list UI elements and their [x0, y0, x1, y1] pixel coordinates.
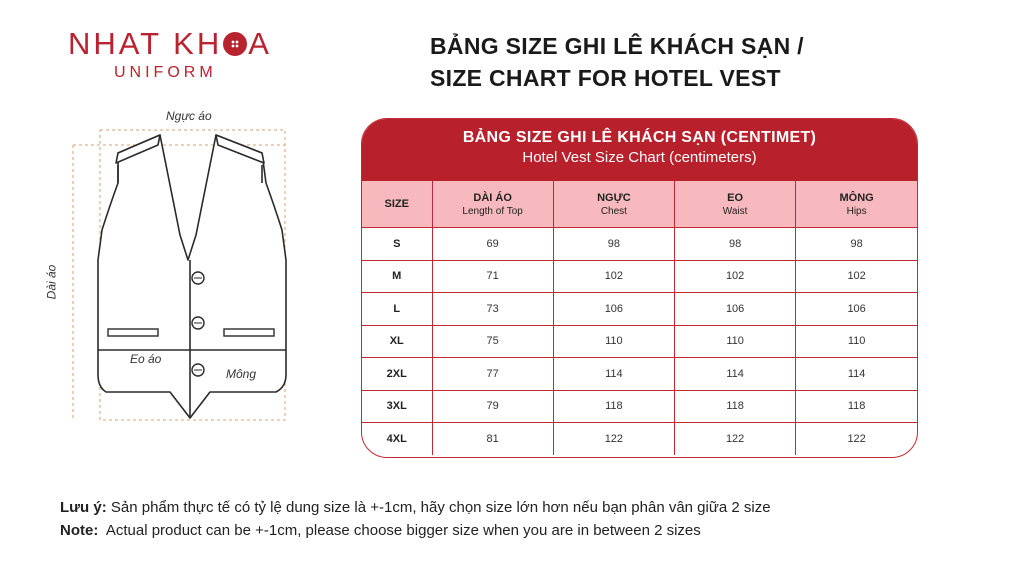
- chest-cell: 122: [553, 423, 674, 455]
- brand-name-right: A: [248, 26, 272, 61]
- chest-cell: 98: [553, 228, 674, 261]
- waist-cell: 114: [675, 358, 796, 391]
- waist-cell: 118: [675, 390, 796, 423]
- table-title: BẢNG SIZE GHI LÊ KHÁCH SẠN (CENTIMET): [462, 129, 817, 146]
- header-row: [362, 181, 917, 228]
- button-logo-icon: [223, 32, 247, 56]
- label-chest: Ngực áo: [166, 109, 212, 123]
- hips-cell: 106: [796, 293, 917, 326]
- length-cell: 71: [432, 260, 553, 293]
- col-hips: MÔNG Hips: [796, 181, 917, 228]
- size-cell: L: [362, 293, 432, 326]
- page-title-line1: BẢNG SIZE GHI LÊ KHÁCH SẠN /: [430, 33, 804, 59]
- length-cell: 77: [432, 358, 553, 391]
- length-cell: 73: [432, 293, 553, 326]
- length-cell: 79: [432, 390, 553, 423]
- page-title: [430, 30, 804, 94]
- hips-cell: 114: [796, 358, 917, 391]
- chest-cell: 114: [553, 358, 674, 391]
- table-row: [362, 260, 917, 293]
- hips-cell: 98: [796, 228, 917, 261]
- table-header: [362, 119, 917, 181]
- vest-diagram: [44, 105, 348, 435]
- hips-cell: 118: [796, 390, 917, 423]
- length-cell: 75: [432, 325, 553, 358]
- table-row: [362, 325, 917, 358]
- chest-cell: 106: [553, 293, 674, 326]
- label-hips: Mông: [226, 367, 257, 381]
- size-chart-table: [361, 118, 918, 458]
- brand-name: [68, 26, 308, 62]
- table-subtitle: Hotel Vest Size Chart (centimeters): [522, 149, 757, 166]
- waist-cell: 106: [675, 293, 796, 326]
- chest-cell: 118: [553, 390, 674, 423]
- col-length: DÀI ÁO Length of Top: [432, 181, 553, 228]
- waist-cell: 122: [675, 423, 796, 455]
- table-row: [362, 423, 917, 455]
- size-cell: S: [362, 228, 432, 261]
- size-cell: M: [362, 260, 432, 293]
- length-cell: 69: [432, 228, 553, 261]
- brand-logo: [68, 26, 308, 82]
- brand-name-left: NHAT KH: [68, 26, 223, 61]
- chest-cell: 102: [553, 260, 674, 293]
- col-size: SIZE: [362, 181, 432, 228]
- waist-cell: 102: [675, 260, 796, 293]
- waist-cell: 98: [675, 228, 796, 261]
- brand-sub: UNIFORM: [114, 64, 217, 81]
- note-vi: Lưu ý: Sản phẩm thực tế có tỷ lệ dung size là +-1cm, hãy chọn size lớn hơn nếu bạn phân vân giữa 2 size: [60, 499, 771, 516]
- size-cell: XL: [362, 325, 432, 358]
- note-en: Note: Actual product can be +-1cm, please choose bigger size when you are in between 2 sizes: [60, 522, 701, 539]
- size-table: [362, 181, 917, 455]
- table-row: [362, 358, 917, 391]
- size-cell: 4XL: [362, 423, 432, 455]
- size-cell: 2XL: [362, 358, 432, 391]
- hips-cell: 110: [796, 325, 917, 358]
- table-row: [362, 228, 917, 261]
- size-cell: 3XL: [362, 390, 432, 423]
- col-chest: NGỰC Chest: [553, 181, 674, 228]
- table-row: [362, 390, 917, 423]
- label-waist: Eo áo: [130, 352, 162, 366]
- size-note: [60, 496, 771, 542]
- hips-cell: 122: [796, 423, 917, 455]
- length-cell: 81: [432, 423, 553, 455]
- vest-illustration: [48, 105, 348, 435]
- page-title-line2: SIZE CHART FOR HOTEL VEST: [430, 65, 781, 91]
- chest-cell: 110: [553, 325, 674, 358]
- hips-cell: 102: [796, 260, 917, 293]
- table-row: [362, 293, 917, 326]
- label-length: Dài áo: [44, 264, 59, 300]
- col-waist: EO Waist: [675, 181, 796, 228]
- waist-cell: 110: [675, 325, 796, 358]
